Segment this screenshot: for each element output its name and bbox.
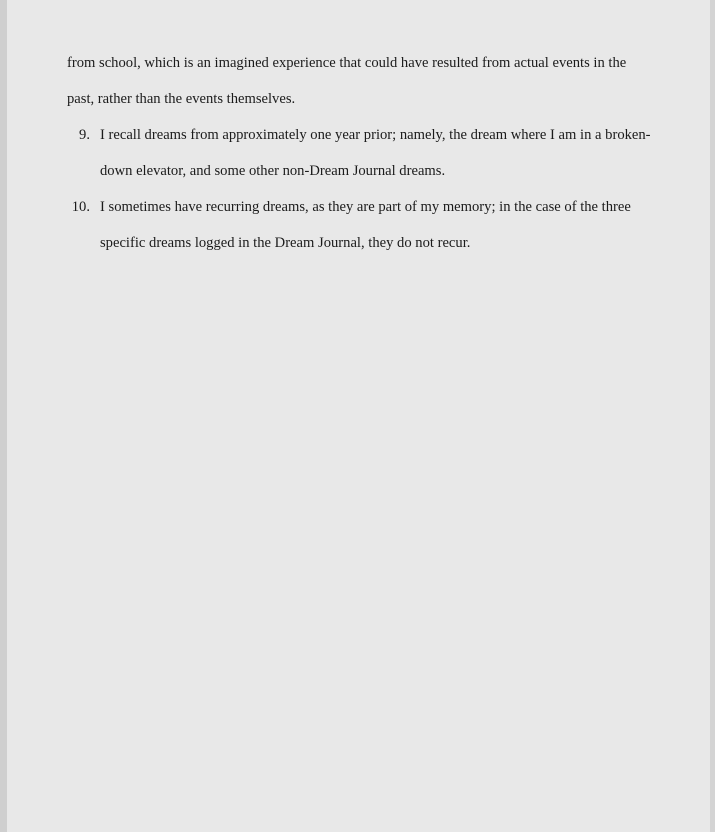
list-item-number: 9. <box>79 127 90 143</box>
page-right-edge-shadow <box>710 0 715 832</box>
continuation-paragraph: from school, which is an imagined experience that could have resulted from actual events in the past, rather than the events themselves. <box>67 55 627 107</box>
list-item <box>62 189 652 261</box>
document-body <box>62 45 652 261</box>
list-item <box>62 117 652 189</box>
page-left-edge-shadow <box>0 0 7 832</box>
list-item-text: I sometimes have recurring dreams, as they are part of my memory; in the case of the three specific dreams logged in the Dream Journal, they do not recur. <box>100 199 631 251</box>
list-item-text: I recall dreams from approximately one year prior; namely, the dream where I am in a broken-down elevator, and some other non-Dream Journal dreams. <box>100 127 651 179</box>
list-item-number: 10. <box>71 199 90 215</box>
